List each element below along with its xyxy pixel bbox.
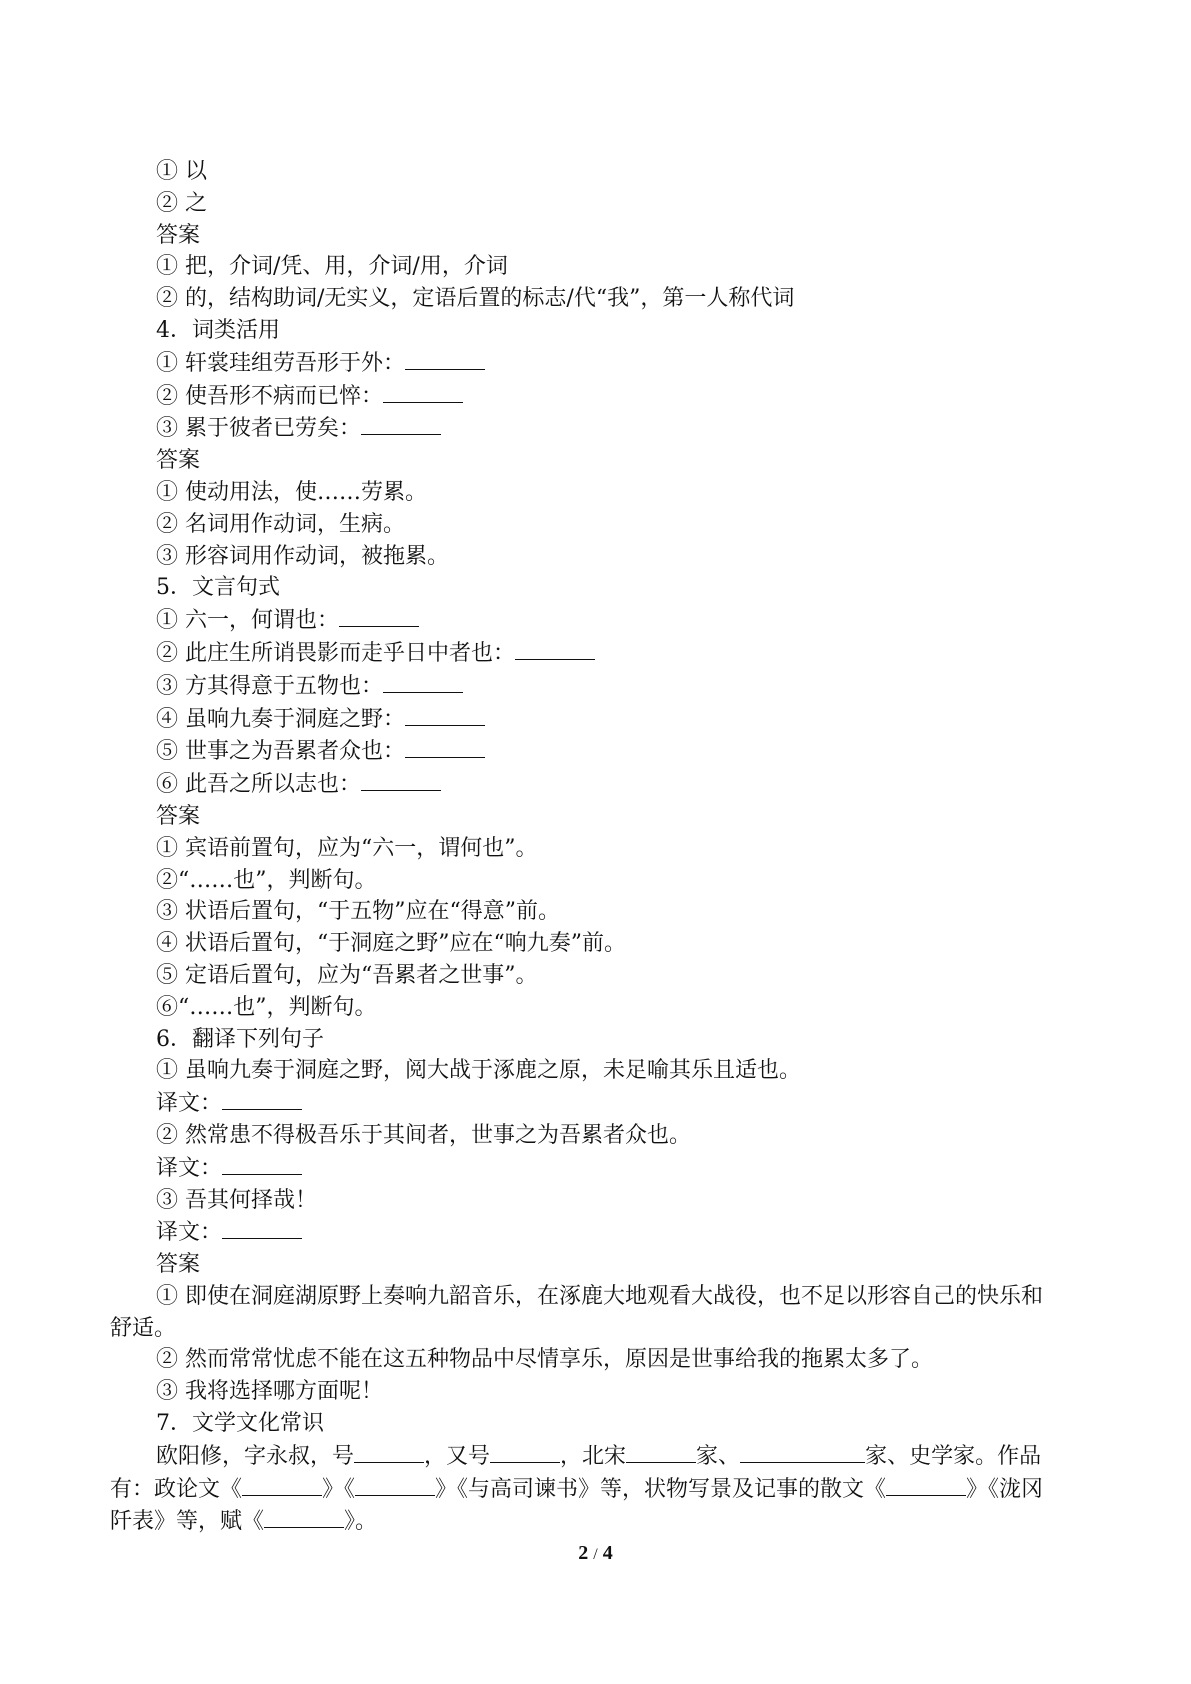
para-text: 家、 xyxy=(696,1443,741,1469)
question-line xyxy=(110,768,1060,801)
total-pages: 4 xyxy=(602,1542,613,1564)
answer-blank xyxy=(354,1440,424,1463)
answer-line: ②“……也”，判断句。 xyxy=(156,867,377,893)
answer-line: ① 宾语前置句，应为“六一，谓何也”。 xyxy=(156,835,538,861)
source-sentence: ② 然常患不得极吾乐于其间者，世事之为吾累者众也。 xyxy=(156,1122,691,1148)
section-heading: 5．文言句式 xyxy=(156,575,280,601)
question-text: ④ 虽响九奏于洞庭之野： xyxy=(156,706,405,732)
answer-line: ③ 状语后置句，“于五物”应在“得意”前。 xyxy=(156,899,560,925)
para-text: 》。 xyxy=(344,1509,378,1535)
answer-paragraph: ① 即使在洞庭湖原野上奏响九韶音乐，在涿鹿大地观看大战役，也不足以形容自己的快乐和舒适。 xyxy=(110,1283,1043,1341)
source-sentence: ① 虽响九奏于洞庭之野，阅大战于涿鹿之原，未足喻其乐且适也。 xyxy=(156,1058,801,1084)
question-line xyxy=(110,412,1060,445)
page-separator: / xyxy=(593,1546,598,1563)
answer-blank xyxy=(405,347,485,370)
answer-blank xyxy=(339,604,419,627)
answer-blank xyxy=(383,380,463,403)
answer-heading: 答案 xyxy=(156,803,201,829)
answer-line: ③ 我将选择哪方面呢！ xyxy=(156,1379,383,1405)
page-content xyxy=(110,156,1060,1538)
answer-blank xyxy=(515,637,595,660)
translation-label: 译文： xyxy=(156,1091,223,1117)
translation-label: 译文： xyxy=(156,1155,223,1181)
translation-line xyxy=(110,1087,1060,1120)
question-text: ⑤ 世事之为吾累者众也： xyxy=(156,739,405,765)
item-zhi: ② 之 xyxy=(156,190,207,216)
section-heading: 7．文学文化常识 xyxy=(156,1411,324,1437)
answer-blank xyxy=(242,1473,322,1496)
question-text: ① 六一，何谓也： xyxy=(156,608,339,634)
answer-blank xyxy=(490,1440,560,1463)
answer-line: ① 把，介词/凭、用，介词/用，介词 xyxy=(156,254,508,280)
answer-line: ④ 状语后置句，“于洞庭之野”应在“响九奏”前。 xyxy=(156,931,626,957)
answer-blank xyxy=(361,412,441,435)
para-text: ，北宋 xyxy=(560,1443,627,1469)
answer-line: ① 使动用法，使……劳累。 xyxy=(156,479,427,505)
answer-blank xyxy=(886,1473,966,1496)
para-text: 欧阳修，字永叔，号 xyxy=(156,1443,355,1469)
question-line xyxy=(110,703,1060,736)
answer-blank xyxy=(264,1505,344,1528)
answer-line: ③ 形容词用作动词，被拖累。 xyxy=(156,543,449,569)
answer-blank xyxy=(405,735,485,758)
answer-blank xyxy=(740,1440,865,1463)
answer-heading: 答案 xyxy=(156,448,201,474)
question-line xyxy=(110,380,1060,413)
question-line xyxy=(110,637,1060,670)
answer-heading: 答案 xyxy=(156,222,201,248)
translation-label: 译文： xyxy=(156,1220,223,1246)
item-yi: ① 以 xyxy=(156,159,207,184)
answer-blank xyxy=(355,1473,435,1496)
source-sentence: ③ 吾其何择哉！ xyxy=(156,1187,317,1213)
literature-paragraph xyxy=(110,1440,1060,1538)
answer-blank xyxy=(383,670,463,693)
question-text: ⑥ 此吾之所以志也： xyxy=(156,772,361,798)
question-text: ② 使吾形不病而已悴： xyxy=(156,383,383,409)
answer-heading: 答案 xyxy=(156,1252,201,1278)
question-line xyxy=(110,347,1060,380)
para-text: 》《与高司谏书》等，状物写景及记事的散文《 xyxy=(435,1476,887,1502)
translation-line xyxy=(110,1216,1060,1249)
para-text: ，又号 xyxy=(424,1443,491,1469)
answer-line: ⑥“……也”，判断句。 xyxy=(156,994,377,1020)
para-text: 》《泷冈阡表》等，赋《 xyxy=(110,1476,1044,1535)
answer-blank xyxy=(222,1087,302,1110)
answer-line: ② 的，结构助词/无实义，定语后置的标志/代“我”，第一人称代词 xyxy=(156,286,795,312)
question-text: ③ 方其得意于五物也： xyxy=(156,673,383,699)
answer-blank xyxy=(361,768,441,791)
answer-line: ⑤ 定语后置句，应为“吾累者之世事”。 xyxy=(156,962,538,988)
section-heading: 4．词类活用 xyxy=(156,317,280,343)
para-text: 家、史学家。作品有：政论文《 xyxy=(110,1443,1042,1502)
answer-blank xyxy=(405,703,485,726)
question-text: ① 轩裳珪组劳吾形于外： xyxy=(156,350,405,376)
question-text: ③ 累于彼者已劳矣： xyxy=(156,416,361,442)
section-heading: 6．翻译下列句子 xyxy=(156,1026,324,1052)
question-line xyxy=(110,604,1060,637)
question-text: ② 此庄生所诮畏影而走乎日中者也： xyxy=(156,640,515,666)
answer-blank xyxy=(222,1216,302,1239)
question-line xyxy=(110,670,1060,703)
answer-blank xyxy=(626,1440,696,1463)
answer-line: ② 名词用作动词，生病。 xyxy=(156,511,405,537)
current-page: 2 xyxy=(578,1542,589,1564)
question-line xyxy=(110,735,1060,768)
page-number xyxy=(0,1542,1191,1565)
para-text: 》《 xyxy=(322,1476,356,1502)
translation-line xyxy=(110,1152,1060,1185)
answer-blank xyxy=(222,1152,302,1175)
answer-line: ② 然而常常忧虑不能在这五种物品中尽情享乐，原因是世事给我的拖累太多了。 xyxy=(156,1347,933,1373)
